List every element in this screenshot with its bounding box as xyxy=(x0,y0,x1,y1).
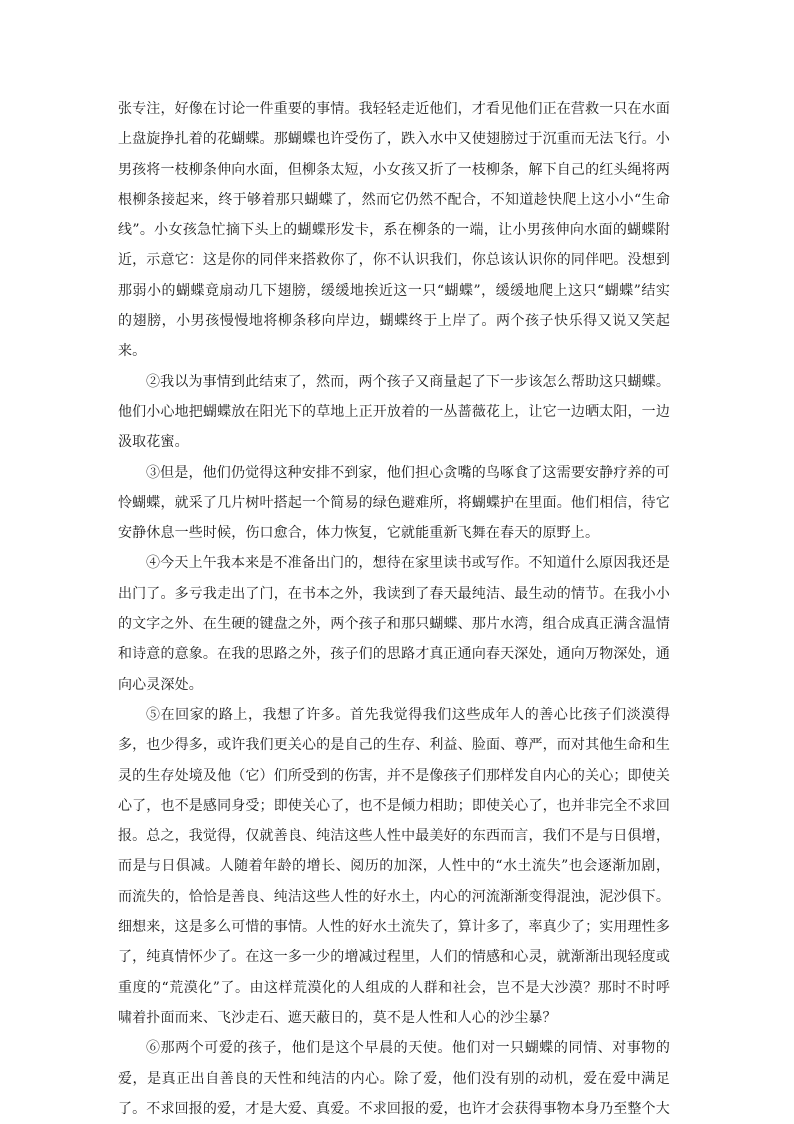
paragraph-2: ②我以为事情到此结束了，然而，两个孩子又商量起了下一步该怎么帮助这只蝴蝶。他们小心地把蝴蝶放在阳光下的草地上正开放着的一丛蔷薇花上，让它一边晒太阳，一边汲取花蜜。 xyxy=(118,373,670,451)
article-body xyxy=(118,94,670,1124)
paragraph-continuation: 张专注，好像在讨论一件重要的事情。我轻轻走近他们，才看见他们正在营救一只在水面上盘旋挣扎着的花蝴蝶。那蝴蝶也许受伤了，跌入水中又使翅膀过于沉重而无法飞行。小男孩将一枝柳条伸向水面，但柳条太短，小女孩又折了一枝柳条，解下自己的红头绳将两根柳条接起来，终于够着那只蝴蝶了，然而它仍然不配合，不知道趁快爬上这小小“生命线”。小女孩急忙摘下头上的蝴蝶形发卡，系在柳条的一端，让小男孩伸向水面的蝴蝶附近，示意它：这是你的同伴来搭救你了，你不认识我们，你总该认识你的同伴吧。没想到那弱小的蝴蝶竟扇动几下翅膀，缓缓地挨近这一只“蝴蝶”，缓缓地爬上这只“蝴蝶”结实的翅膀，小男孩慢慢地将柳条移向岸边，蝴蝶终于上岸了。两个孩子快乐得又说又笑起来。 xyxy=(118,101,670,360)
paragraph-3: ③但是，他们仍觉得这种安排不到家，他们担心贪嘴的鸟啄食了这需要安静疗养的可怜蝴蝶，就采了几片树叶搭起一个简易的绿色避难所，将蝴蝶护在里面。他们相信，待它安静休息一些时候，伤口愈合，体力恢复，它就能重新飞舞在春天的原野上。 xyxy=(118,464,670,542)
paragraph-6: ⑥那两个可爱的孩子，他们是这个早晨的天使。他们对一只蝴蝶的同情、对事物的爱，是真正出自善良的天性和纯洁的内心。除了爱，他们没有别的动机，爱在爱中满足了。不求回报的爱，才是大爱、真爱。不求回报的爱，也许才会获得事物本身乃至整个大 xyxy=(118,1040,670,1117)
paragraph-5: ⑤在回家的路上，我想了许多。首先我觉得我们这些成年人的善心比孩子们淡漠得多，也少得多，或许我们更关心的是自己的生存、利益、脸面、尊严，而对其他生命和生灵的生存处境及他（它）们所受到的伤害，并不是像孩子们那样发自内心的关心；即使关心了，也不是感同身受；即使关心了，也不是倾力相助；即使关心了，也并非完全不求回报。总之，我觉得，仅就善良、纯洁这些人性中最美好的东西而言，我们不是与日俱增，而是与日俱减。人随着年龄的增长、阅历的加深，人性中的“水土流失”也会逐渐加剧，而流失的，恰恰是善良、纯洁这些人性的好水土，内心的河流渐渐变得混浊，泥沙俱下。细想来，这是多么可惜的事情。人性的好水土流失了，算计多了，率真少了；实用理性多了，纯真情怀少了。在这一多一少的增减过程里，人们的情感和心灵，就渐渐出现轻度或重度的“荒漠化”了。由这样荒漠化的人组成的人群和社会，岂不是大沙漠？那时不时呼啸着扑面而来、飞沙走石、遮天蔽日的，莫不是人性和人心的沙尘暴？ xyxy=(118,706,670,1026)
paragraph-4: ④今天上午我本来是不准备出门的，想待在家里读书或写作。不知道什么原因我还是出门了。多亏我走出了门，在书本之外，我读到了春天最纯洁、最生动的情节。在我小小的文字之外、在生硬的键盘之外，两个孩子和那只蝴蝶、那片水湾，组合成真正满含温情和诗意的意象。在我的思路之外，孩子们的思路才真正通向春天深处，通向万物深处，通向心灵深处。 xyxy=(118,555,670,693)
